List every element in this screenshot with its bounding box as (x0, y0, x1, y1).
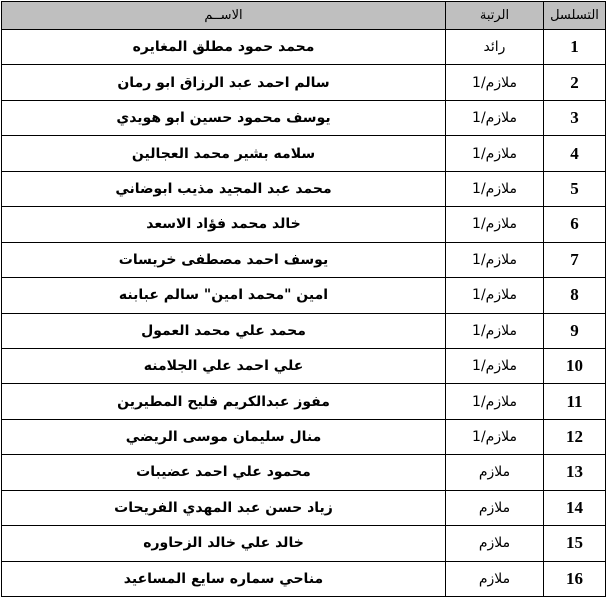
table-row (2, 490, 606, 525)
seq-cell: 15 (544, 526, 606, 561)
seq-cell: 3 (544, 100, 606, 135)
seq-cell: 4 (544, 136, 606, 171)
table-row (2, 313, 606, 348)
table-row (2, 65, 606, 100)
seq-cell: 11 (544, 384, 606, 419)
name-cell: سلامه بشير محمد العجالين (2, 136, 446, 171)
name-cell: مناحي سماره سايع المساعيد (2, 561, 446, 596)
table-row (2, 526, 606, 561)
rank-cell: ملازم (446, 455, 544, 490)
seq-cell: 16 (544, 561, 606, 596)
rank-cell: ملازم/1 (446, 313, 544, 348)
table-row (2, 136, 606, 171)
header-name: الاســم (2, 2, 446, 30)
table-row (2, 207, 606, 242)
name-cell: سالم احمد عبد الرزاق ابو رمان (2, 65, 446, 100)
table-row (2, 419, 606, 454)
name-cell: محمد علي محمد العمول (2, 313, 446, 348)
rank-cell: ملازم/1 (446, 348, 544, 383)
table-row (2, 455, 606, 490)
name-cell: منال سليمان موسى الريضي (2, 419, 446, 454)
name-cell: مفوز عبدالكريم فليح المطيرين (2, 384, 446, 419)
rank-cell: ملازم/1 (446, 65, 544, 100)
header-seq: التسلسل (544, 2, 606, 30)
name-cell: زياد حسن عبد المهدي الفريحات (2, 490, 446, 525)
table-row (2, 278, 606, 313)
rank-cell: ملازم/1 (446, 242, 544, 277)
rank-cell: ملازم (446, 526, 544, 561)
seq-cell: 5 (544, 171, 606, 206)
table-row (2, 384, 606, 419)
rank-cell: ملازم/1 (446, 136, 544, 171)
table-row (2, 348, 606, 383)
name-cell: خالد علي خالد الزحاوره (2, 526, 446, 561)
rank-cell: ملازم/1 (446, 384, 544, 419)
rank-cell: ملازم/1 (446, 278, 544, 313)
officers-table (1, 1, 606, 597)
name-cell: يوسف محمود حسين ابو هويدي (2, 100, 446, 135)
seq-cell: 7 (544, 242, 606, 277)
rank-cell: ملازم/1 (446, 419, 544, 454)
seq-cell: 2 (544, 65, 606, 100)
table-row (2, 171, 606, 206)
rank-cell: رائد (446, 30, 544, 65)
name-cell: محمود علي احمد عضيبات (2, 455, 446, 490)
table-row (2, 242, 606, 277)
seq-cell: 8 (544, 278, 606, 313)
name-cell: محمد عبد المجيد مذيب ابوضاني (2, 171, 446, 206)
seq-cell: 13 (544, 455, 606, 490)
name-cell: محمد حمود مطلق المغايره (2, 30, 446, 65)
rank-cell: ملازم/1 (446, 171, 544, 206)
rank-cell: ملازم/1 (446, 207, 544, 242)
name-cell: خالد محمد فؤاد الاسعد (2, 207, 446, 242)
seq-cell: 12 (544, 419, 606, 454)
seq-cell: 9 (544, 313, 606, 348)
table-body (2, 30, 606, 597)
header-row (2, 2, 606, 30)
table-row (2, 30, 606, 65)
name-cell: امين "محمد امين" سالم عبابنه (2, 278, 446, 313)
rank-cell: ملازم (446, 490, 544, 525)
name-cell: يوسف احمد مصطفى خريسات (2, 242, 446, 277)
seq-cell: 14 (544, 490, 606, 525)
seq-cell: 10 (544, 348, 606, 383)
table-row (2, 561, 606, 596)
seq-cell: 1 (544, 30, 606, 65)
table-row (2, 100, 606, 135)
seq-cell: 6 (544, 207, 606, 242)
name-cell: علي احمد علي الجلامنه (2, 348, 446, 383)
header-rank: الرتبة (446, 2, 544, 30)
rank-cell: ملازم (446, 561, 544, 596)
rank-cell: ملازم/1 (446, 100, 544, 135)
